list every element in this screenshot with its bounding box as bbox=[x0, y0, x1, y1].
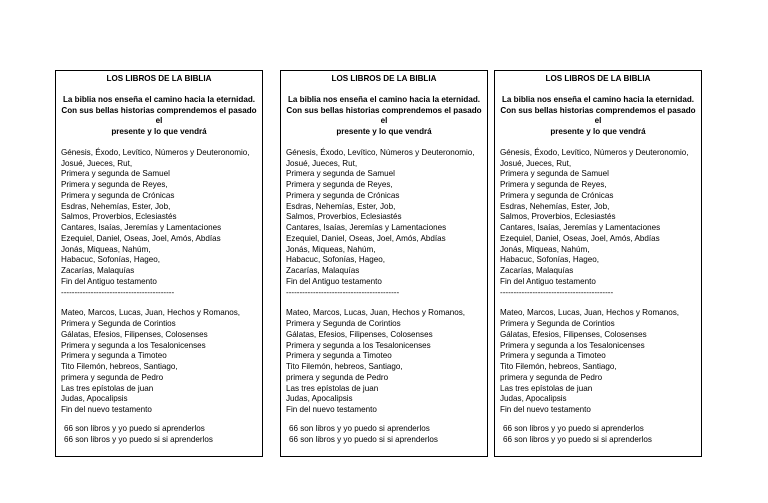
list-item: primera y segunda de Pedro bbox=[286, 372, 389, 382]
list-item: Fin del nuevo testamento bbox=[61, 405, 152, 414]
list-item: Judas, Apocalipsis bbox=[500, 394, 567, 404]
divider-line: ------------------------------------------ bbox=[500, 287, 614, 297]
list-item: Mateo, Marcos, Lucas, Juan, Hechos y Romanos, bbox=[61, 308, 241, 318]
list-item: Las tres epístolas de juan bbox=[286, 383, 379, 393]
list-item: Primera y Segunda de Corintios bbox=[286, 319, 401, 328]
card-intro bbox=[61, 95, 257, 138]
list-item: Gálatas, Efesios, Filipenses, Colosenses bbox=[286, 329, 433, 339]
list-item: Tito Filemón, hebreos, Santiago, bbox=[61, 362, 178, 371]
list-item: Cantares, Isaías, Jeremías y Lamentaciones bbox=[286, 223, 447, 232]
list-item: Zacarías, Malaquías bbox=[500, 266, 574, 275]
list-item: Primera y segunda de Samuel bbox=[61, 169, 170, 179]
list-item: Fin del nuevo testamento bbox=[286, 405, 377, 414]
list-item: Ezequiel, Daniel, Oseas, Joel, Amós, Abdías bbox=[500, 233, 660, 243]
list-item: Primera y segunda de Samuel bbox=[286, 169, 395, 179]
closing-line: 66 son libros y yo puedo si aprenderlos bbox=[289, 423, 430, 433]
list-item: Esdras, Nehemías, Ester, Job, bbox=[61, 201, 171, 211]
list-item: Cantares, Isaías, Jeremías y Lamentaciones bbox=[61, 223, 222, 232]
card-intro bbox=[286, 95, 482, 138]
list-item: Cantares, Isaías, Jeremías y Lamentaciones bbox=[500, 223, 661, 232]
old-testament-list bbox=[286, 148, 482, 299]
list-item: Jonás, Miqueas, Nahúm, bbox=[500, 244, 590, 254]
closing-lines bbox=[286, 424, 482, 446]
list-item: Primera y segunda de Reyes, bbox=[286, 180, 393, 189]
list-item: Zacarías, Malaquías bbox=[61, 266, 135, 275]
new-testament-list bbox=[61, 308, 257, 416]
intro-line: presente y lo que vendrá bbox=[111, 127, 207, 136]
list-item: Jonás, Miqueas, Nahúm, bbox=[286, 244, 376, 254]
list-item: Josué, Jueces, Rut, bbox=[500, 158, 572, 168]
list-item: Gálatas, Efesios, Filipenses, Colosenses bbox=[61, 329, 208, 339]
list-item: Judas, Apocalipsis bbox=[61, 394, 128, 404]
list-item: Fin del Antiguo testamento bbox=[286, 276, 382, 286]
bookmark-card-2 bbox=[280, 70, 488, 457]
list-item: Salmos, Proverbios, Eclesiastés bbox=[61, 212, 177, 222]
list-item: Primera y segunda a Timoteo bbox=[286, 351, 392, 361]
list-item: Habacuc, Sofonías, Hageo, bbox=[61, 255, 160, 265]
closing-line: 66 son libros y yo puedo si si aprenderlos bbox=[64, 434, 213, 444]
closing-line: 66 son libros y yo puedo si si aprenderlos bbox=[289, 434, 438, 444]
intro-line: Con sus bellas historias comprendemos el pasado el bbox=[286, 105, 482, 126]
list-item: Judas, Apocalipsis bbox=[286, 394, 353, 404]
list-item: Esdras, Nehemías, Ester, Job, bbox=[286, 201, 396, 211]
list-item: Primera y segunda a Timoteo bbox=[500, 351, 606, 361]
list-item: Las tres epístolas de juan bbox=[61, 383, 154, 393]
list-item: Mateo, Marcos, Lucas, Juan, Hechos y Romanos, bbox=[286, 308, 466, 318]
list-item: Josué, Jueces, Rut, bbox=[286, 158, 358, 168]
closing-line: 66 son libros y yo puedo si si aprenderlos bbox=[503, 434, 652, 444]
list-item: Primera y segunda a los Tesalonicenses bbox=[500, 340, 645, 350]
list-item: Ezequiel, Daniel, Oseas, Joel, Amós, Abdías bbox=[286, 233, 446, 243]
card-title: LOS LIBROS DE LA BIBLIA bbox=[331, 74, 437, 83]
list-item: Jonás, Miqueas, Nahúm, bbox=[61, 244, 151, 254]
list-item: Génesis, Éxodo, Levítico, Números y Deuteronomio, bbox=[286, 147, 475, 157]
list-item: Génesis, Éxodo, Levítico, Números y Deuteronomio, bbox=[61, 147, 250, 157]
list-item: Salmos, Proverbios, Eclesiastés bbox=[286, 212, 402, 222]
list-item: Gálatas, Efesios, Filipenses, Colosenses bbox=[500, 329, 647, 339]
list-item: Primera y segunda a Timoteo bbox=[61, 351, 167, 361]
list-item: Fin del Antiguo testamento bbox=[500, 276, 596, 286]
list-item: Primera y segunda a los Tesalonicenses bbox=[286, 340, 431, 350]
bookmark-card-3 bbox=[494, 70, 702, 457]
old-testament-list bbox=[61, 148, 257, 299]
list-item: Fin del nuevo testamento bbox=[500, 405, 591, 414]
list-item: Mateo, Marcos, Lucas, Juan, Hechos y Romanos, bbox=[500, 308, 680, 318]
list-item: Primera y segunda de Crónicas bbox=[286, 190, 400, 200]
list-item: primera y segunda de Pedro bbox=[61, 372, 164, 382]
list-item: Primera y segunda de Reyes, bbox=[61, 180, 168, 189]
closing-line: 66 son libros y yo puedo si aprenderlos bbox=[503, 423, 644, 433]
list-item: Primera y segunda de Reyes, bbox=[500, 180, 607, 189]
card-title: LOS LIBROS DE LA BIBLIA bbox=[106, 74, 212, 83]
card-intro bbox=[500, 95, 696, 138]
intro-line: Con sus bellas historias comprendemos el pasado el bbox=[500, 105, 696, 126]
list-item: Primera y segunda a los Tesalonicenses bbox=[61, 340, 206, 350]
list-item: Salmos, Proverbios, Eclesiastés bbox=[500, 212, 616, 222]
closing-line: 66 son libros y yo puedo si aprenderlos bbox=[64, 423, 205, 433]
list-item: Primera y segunda de Crónicas bbox=[61, 190, 175, 200]
new-testament-list bbox=[500, 308, 696, 416]
list-item: primera y segunda de Pedro bbox=[500, 372, 603, 382]
list-item: Fin del Antiguo testamento bbox=[61, 276, 157, 286]
closing-lines bbox=[61, 424, 257, 446]
intro-line: presente y lo que vendrá bbox=[336, 127, 432, 136]
bookmark-card-1 bbox=[55, 70, 263, 457]
list-item: Primera y Segunda de Corintios bbox=[61, 319, 176, 328]
closing-lines bbox=[500, 424, 696, 446]
list-item: Primera y segunda de Crónicas bbox=[500, 190, 614, 200]
intro-line: La biblia nos enseña el camino hacia la eternidad. bbox=[287, 94, 481, 104]
list-item: Habacuc, Sofonías, Hageo, bbox=[500, 255, 599, 265]
intro-line: Con sus bellas historias comprendemos el pasado el bbox=[61, 105, 257, 126]
list-item: Ezequiel, Daniel, Oseas, Joel, Amós, Abdías bbox=[61, 233, 221, 243]
list-item: Primera y Segunda de Corintios bbox=[500, 319, 615, 328]
intro-line: La biblia nos enseña el camino hacia la eternidad. bbox=[501, 94, 695, 104]
list-item: Zacarías, Malaquías bbox=[286, 266, 360, 275]
list-item: Génesis, Éxodo, Levítico, Números y Deuteronomio, bbox=[500, 147, 689, 157]
new-testament-list bbox=[286, 308, 482, 416]
old-testament-list bbox=[500, 148, 696, 299]
card-title: LOS LIBROS DE LA BIBLIA bbox=[545, 74, 651, 83]
list-item: Esdras, Nehemías, Ester, Job, bbox=[500, 201, 610, 211]
divider-line: ------------------------------------------ bbox=[286, 287, 400, 297]
intro-line: presente y lo que vendrá bbox=[550, 127, 646, 136]
divider-line: ------------------------------------------ bbox=[61, 287, 175, 297]
list-item: Tito Filemón, hebreos, Santiago, bbox=[286, 362, 403, 371]
list-item: Josué, Jueces, Rut, bbox=[61, 158, 133, 168]
list-item: Primera y segunda de Samuel bbox=[500, 169, 609, 179]
list-item: Las tres epístolas de juan bbox=[500, 383, 593, 393]
list-item: Tito Filemón, hebreos, Santiago, bbox=[500, 362, 617, 371]
list-item: Habacuc, Sofonías, Hageo, bbox=[286, 255, 385, 265]
intro-line: La biblia nos enseña el camino hacia la eternidad. bbox=[62, 94, 256, 104]
